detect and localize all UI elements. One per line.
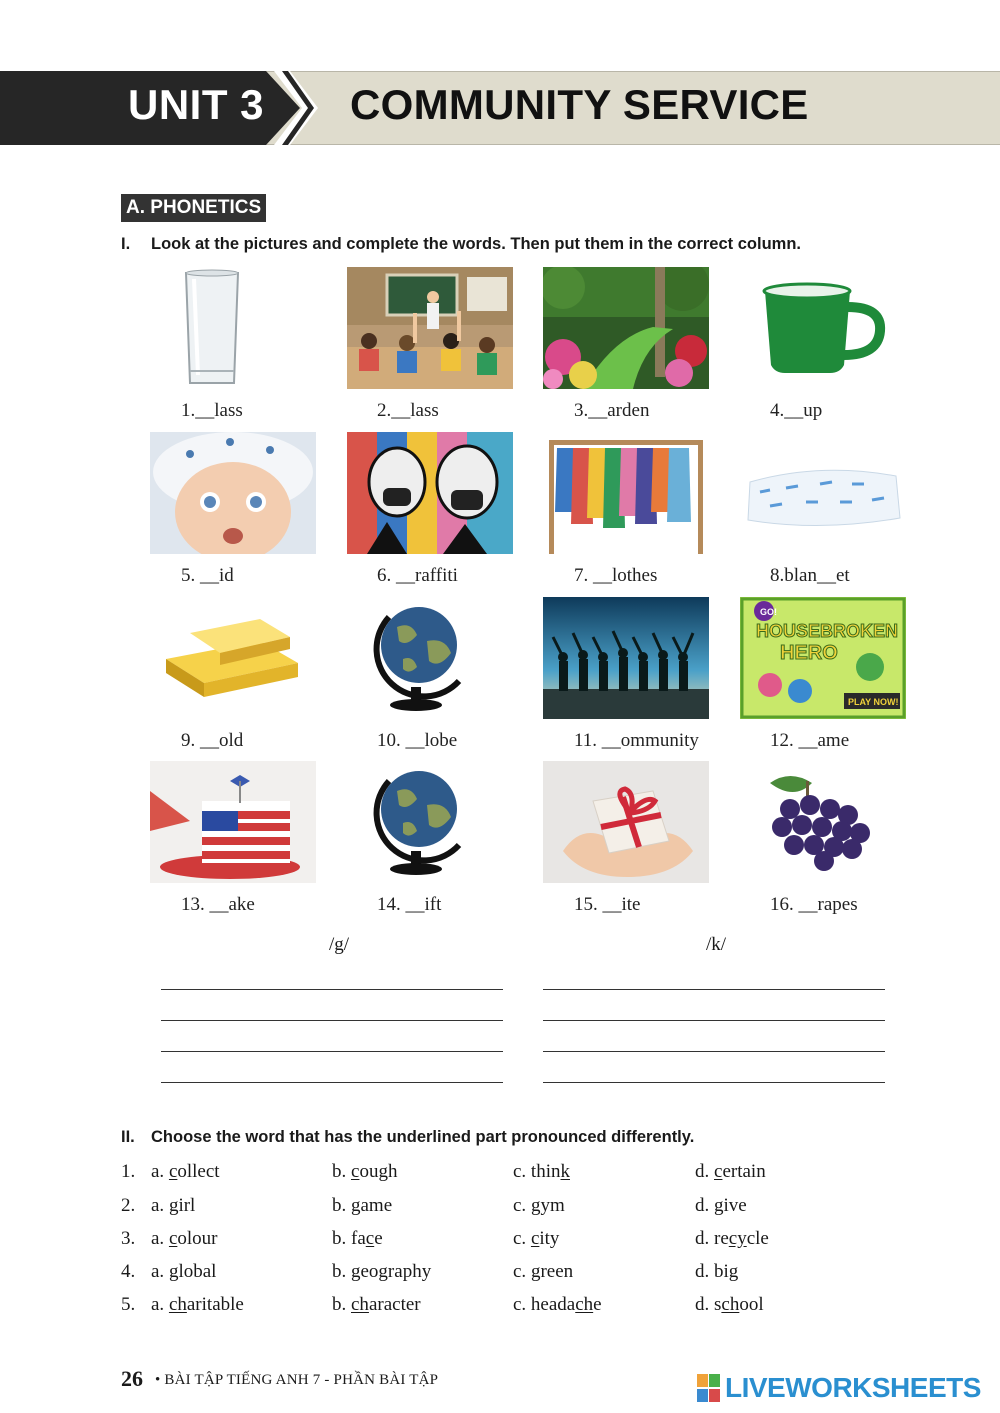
picture-globe-2 <box>347 761 513 883</box>
exercise1-text: Look at the pictures and complete the words. Then put them in the correct column. <box>151 235 801 253</box>
caption-11: 11. __ommunity <box>574 730 699 751</box>
answer-line-g[interactable] <box>161 989 503 990</box>
caption-7: 7. __lothes <box>574 565 658 586</box>
question-row-5 <box>121 1294 881 1320</box>
picture-baby <box>150 432 316 554</box>
exercise2-text: Choose the word that has the underlined part pronounced differently. <box>151 1128 695 1146</box>
game-brand-text: GO! <box>760 607 777 617</box>
question-row-1 <box>121 1161 881 1187</box>
option-c[interactable]: c. green <box>513 1261 574 1282</box>
option-c[interactable]: c. headache <box>513 1294 602 1315</box>
caption-13: 13. __ake <box>181 894 255 915</box>
option-b[interactable]: b. cough <box>332 1161 398 1182</box>
option-c[interactable]: c. city <box>513 1228 560 1249</box>
answer-line-g[interactable] <box>161 1051 503 1052</box>
unit-title: COMMUNITY SERVICE <box>350 81 809 128</box>
caption-6: 6. __raffiti <box>377 565 458 586</box>
caption-4: 4.__up <box>770 400 823 421</box>
picture-gift <box>543 761 709 883</box>
game-title-line-1: HOUSEBROKEN <box>756 621 899 641</box>
option-b[interactable]: b. character <box>332 1294 421 1315</box>
option-d[interactable]: d. certain <box>695 1161 766 1182</box>
page-number: 26 <box>121 1366 143 1391</box>
picture-garden <box>543 267 709 389</box>
exercise1-instruction <box>121 235 801 254</box>
caption-5: 5. __id <box>181 565 234 586</box>
caption-1: 1.__lass <box>181 400 243 421</box>
question-row-3 <box>121 1228 881 1254</box>
option-a[interactable]: a. girl <box>151 1195 196 1216</box>
liveworksheets-icon <box>697 1374 721 1404</box>
picture-clothes <box>543 432 709 554</box>
option-a[interactable]: a. charitable <box>151 1294 244 1315</box>
option-c[interactable]: c. gym <box>513 1195 565 1216</box>
game-play-text: PLAY NOW! <box>848 697 899 707</box>
answer-line-g[interactable] <box>161 1082 503 1083</box>
answer-line-g[interactable] <box>161 1020 503 1021</box>
unit-banner <box>0 71 1000 145</box>
question-number: 3. <box>121 1228 136 1249</box>
picture-cup <box>740 267 906 389</box>
option-a[interactable]: a. collect <box>151 1161 220 1182</box>
section-badge: A. PHONETICS <box>121 194 266 222</box>
option-b[interactable]: b. face <box>332 1228 383 1249</box>
answer-line-k[interactable] <box>543 1020 885 1021</box>
question-number: 5. <box>121 1294 136 1315</box>
picture-gold <box>150 597 316 719</box>
option-b[interactable]: b. geography <box>332 1261 432 1282</box>
answer-line-k[interactable] <box>543 1051 885 1052</box>
option-d[interactable]: d. give <box>695 1195 747 1216</box>
column-heading-k: /k/ <box>706 934 727 955</box>
liveworksheets-wordmark: LIVEWORKSHEETS <box>725 1372 981 1403</box>
picture-grapes <box>740 761 906 883</box>
answer-line-k[interactable] <box>543 1082 885 1083</box>
picture-glass <box>150 267 316 389</box>
caption-8: 8.blan__et <box>770 565 850 586</box>
picture-game <box>740 597 906 719</box>
option-d[interactable]: d. school <box>695 1294 764 1315</box>
liveworksheets-logo[interactable] <box>697 1372 993 1406</box>
question-number: 4. <box>121 1261 136 1282</box>
game-title-line-2: HERO <box>780 642 838 664</box>
option-a[interactable]: a. colour <box>151 1228 218 1249</box>
column-heading-g: /g/ <box>329 934 350 955</box>
question-number: 2. <box>121 1195 136 1216</box>
caption-16: 16. __rapes <box>770 894 858 915</box>
question-number: 1. <box>121 1161 136 1182</box>
picture-globe-1 <box>347 597 513 719</box>
picture-blanket <box>740 432 906 554</box>
option-b[interactable]: b. game <box>332 1195 393 1216</box>
option-d[interactable]: d. big <box>695 1261 739 1282</box>
picture-cake <box>150 761 316 883</box>
question-row-4 <box>121 1261 881 1287</box>
exercise2-number: II. <box>121 1128 135 1146</box>
picture-graffiti <box>347 432 513 554</box>
caption-12: 12. __ame <box>770 730 850 751</box>
picture-classroom <box>347 267 513 389</box>
option-d[interactable]: d. recycle <box>695 1228 769 1249</box>
exercise1-number: I. <box>121 235 131 253</box>
question-row-2 <box>121 1195 881 1221</box>
picture-community <box>543 597 709 719</box>
option-c[interactable]: c. think <box>513 1161 570 1182</box>
answer-line-k[interactable] <box>543 989 885 990</box>
caption-15: 15. __ite <box>574 894 641 915</box>
exercise2-instruction <box>121 1128 694 1147</box>
caption-9: 9. __old <box>181 730 244 751</box>
caption-14: 14. __ift <box>377 894 442 915</box>
caption-3: 3.__arden <box>574 400 650 421</box>
unit-number: UNIT 3 <box>128 81 265 128</box>
book-title: • BÀI TẬP TIẾNG ANH 7 - PHẦN BÀI TẬP <box>155 1372 439 1388</box>
caption-10: 10. __lobe <box>377 730 458 751</box>
option-a[interactable]: a. global <box>151 1261 217 1282</box>
caption-2: 2.__lass <box>377 400 439 421</box>
